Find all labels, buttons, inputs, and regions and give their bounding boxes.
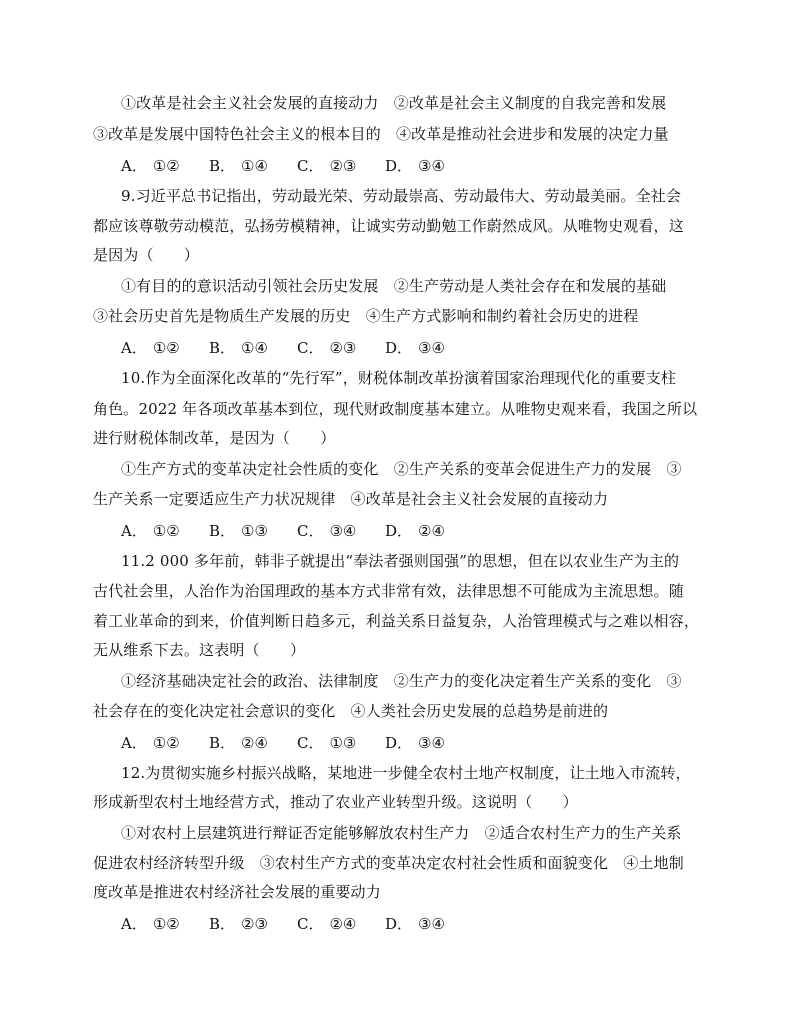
q12-choice-line-2: 促进农村经济转型升级 ③农村生产方式的变革决定农村社会性质和面貌变化 ④土地制: [93, 854, 684, 872]
q9-option-d[interactable]: D． ③④: [385, 339, 445, 357]
q10-option-d[interactable]: D． ②④: [385, 522, 445, 540]
q12-choice-line-3: 度改革是推进农村经济社会发展的重要动力: [93, 883, 381, 901]
q8-option-d[interactable]: D． ③④: [385, 157, 445, 175]
q9-option-b[interactable]: B． ①④: [209, 339, 268, 357]
q12-options: [121, 914, 473, 934]
q8-option-c[interactable]: C． ②③: [297, 157, 357, 175]
q8-option-a[interactable]: A． ①②: [121, 157, 180, 175]
q9-options: [121, 338, 473, 358]
q9-stem-line-1: 9.习近平总书记指出，劳动最光荣、劳动最崇高、劳动最伟大、劳动最美丽。全社会: [121, 187, 682, 205]
q9-stem-line-2: 都应该尊敬劳动模范，弘扬劳模精神，让诚实劳动勤勉工作蔚然成风。从唯物史观看，这: [93, 217, 684, 235]
q10-options: [121, 521, 473, 541]
q8-option-b[interactable]: B． ①④: [209, 157, 268, 175]
q11-stem-line-4: 无从维系下去。这表明（ ）: [93, 641, 306, 659]
q11-option-b[interactable]: B． ②④: [209, 734, 268, 752]
q11-stem-line-1: 11.2 000 多年前，韩非子就提出“奉法者强则国强”的思想，但在以农业生产为主的: [121, 552, 680, 570]
q12-option-c[interactable]: C． ②④: [297, 915, 357, 933]
q10-stem-line-2: 角色。2022 年各项改革基本到位，现代财政制度基本建立。从唯物史观来看，我国之所以: [93, 400, 698, 418]
q12-stem-line-2: 形成新型农村土地经营方式，推动了农业产业转型升级。这说明（ ）: [93, 793, 578, 811]
q11-options: [121, 733, 473, 753]
q12-option-a[interactable]: A． ①②: [121, 915, 180, 933]
q8-options: [121, 156, 473, 176]
q10-option-a[interactable]: A． ①②: [121, 522, 180, 540]
q9-choice-line-1: ①有目的的意识活动引领社会历史发展 ②生产劳动是人类社会存在和发展的基础: [121, 277, 667, 295]
q11-option-a[interactable]: A． ①②: [121, 734, 180, 752]
q10-choice-line-2: 生产关系一定要适应生产力状况规律 ④改革是社会主义社会发展的直接动力: [93, 490, 609, 508]
q10-choice-line-1: ①生产方式的变革决定社会性质的变化 ②生产关系的变革会促进生产力的发展 ③: [121, 460, 682, 478]
q12-option-d[interactable]: D． ③④: [385, 915, 445, 933]
q11-choice-line-2: 社会存在的变化决定社会意识的变化 ④人类社会历史发展的总趋势是前进的: [93, 702, 609, 720]
q9-option-c[interactable]: C． ②③: [297, 339, 357, 357]
q11-option-c[interactable]: C． ①③: [297, 734, 357, 752]
q10-option-c[interactable]: C． ③④: [297, 522, 357, 540]
q11-option-d[interactable]: D． ③④: [385, 734, 445, 752]
q12-stem-line-1: 12.为贯彻实施乡村振兴战略，某地进一步健全农村土地产权制度，让土地入市流转，: [121, 764, 691, 782]
q11-stem-line-2: 古代社会里，人治作为治国理政的基本方式非常有效，法律思想不可能成为主流思想。随: [93, 582, 684, 600]
q9-option-a[interactable]: A． ①②: [121, 339, 180, 357]
q12-choice-line-1: ①对农村上层建筑进行辩证否定能够解放农村生产力 ②适合农村生产力的生产关系: [121, 824, 682, 842]
q8-choice-line-2: ③改革是发展中国特色社会主义的根本目的 ④改革是推动社会进步和发展的决定力量: [93, 125, 669, 143]
q11-stem-line-3: 着工业革命的到来，价值判断日趋多元，利益关系日益复杂，人治管理模式与之难以相容，: [93, 612, 700, 630]
q11-choice-line-1: ①经济基础决定社会的政治、法律制度 ②生产力的变化决定着生产关系的变化 ③: [121, 672, 682, 690]
q10-option-b[interactable]: B． ①③: [209, 522, 268, 540]
q9-stem-line-3: 是因为（ ）: [93, 246, 200, 264]
q12-option-b[interactable]: B． ②③: [209, 915, 268, 933]
q9-choice-line-2: ③社会历史首先是物质生产发展的历史 ④生产方式影响和制约着社会历史的进程: [93, 307, 639, 325]
q10-stem-line-3: 进行财税体制改革，是因为（ ）: [93, 429, 336, 447]
q8-choice-line-1: ①改革是社会主义社会发展的直接动力 ②改革是社会主义制度的自我完善和发展: [121, 94, 667, 112]
q10-stem-line-1: 10.作为全面深化改革的“先行军”，财税体制改革扮演着国家治理现代化的重要支柱: [121, 369, 677, 387]
